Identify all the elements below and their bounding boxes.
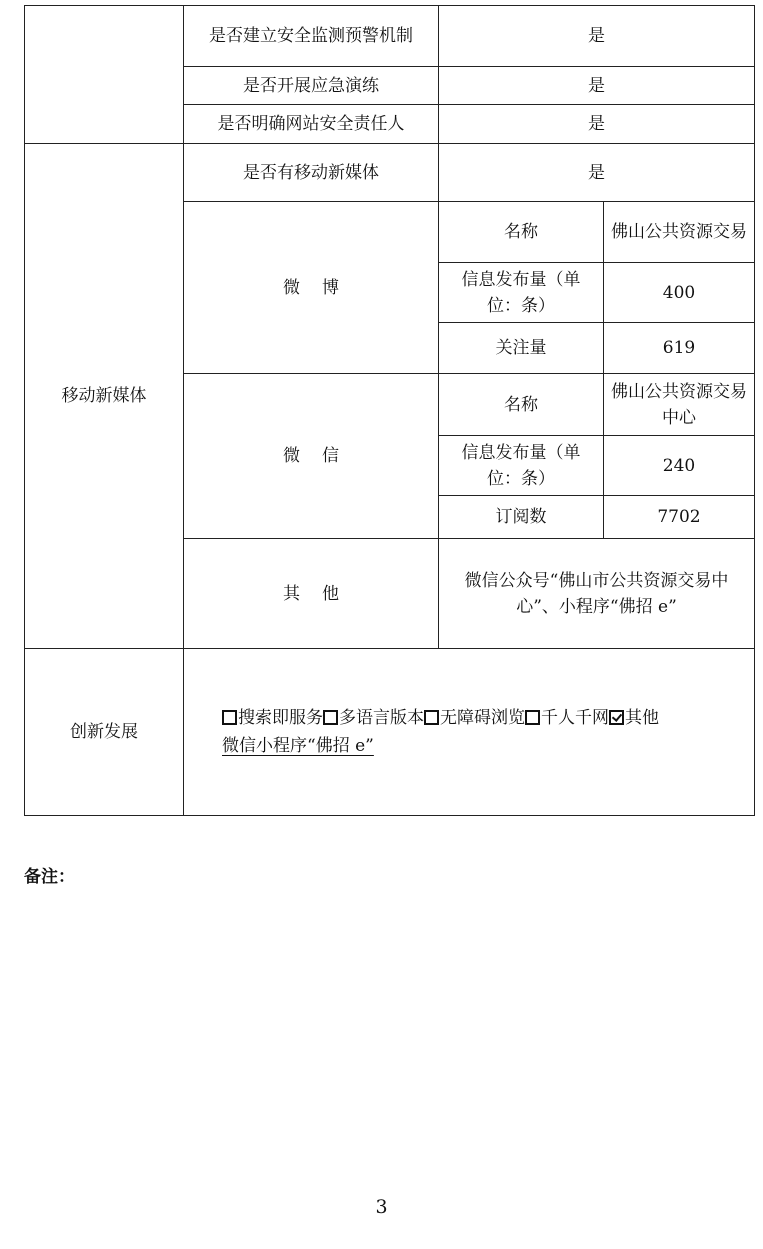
wechat-name-value: 佛山公共资源交易中心	[604, 374, 755, 436]
checkbox-other[interactable]	[609, 710, 624, 725]
checkbox-accessibility[interactable]	[424, 710, 439, 725]
weibo-posts-label: 信息发布量（单位：条）	[439, 263, 604, 323]
checkbox-personalized[interactable]	[525, 710, 540, 725]
innovation-other-text: 微信小程序“佛招 e”	[222, 736, 374, 756]
mobile-has-label: 是否有移动新媒体	[184, 144, 439, 202]
mobile-category: 移动新媒体	[25, 144, 184, 649]
innovation-category: 创新发展	[25, 649, 184, 816]
security-value: 是	[439, 105, 755, 144]
wechat-posts-value: 240	[604, 436, 755, 496]
weibo-follow-value: 619	[604, 323, 755, 374]
innovation-other-line	[222, 732, 752, 760]
security-value: 是	[439, 67, 755, 105]
checkbox-search-service[interactable]	[222, 710, 237, 725]
page-number: 3	[375, 1196, 388, 1218]
table-row	[25, 6, 755, 67]
security-label: 是否开展应急演练	[184, 67, 439, 105]
security-value: 是	[439, 6, 755, 67]
table-row	[25, 144, 755, 202]
checkbox-multilingual[interactable]	[323, 710, 338, 725]
note-label: 备注：	[24, 867, 75, 887]
weibo-follow-label: 关注量	[439, 323, 604, 374]
weibo-label: 微博	[184, 202, 439, 374]
wechat-sub-value: 7702	[604, 496, 755, 539]
security-label: 是否明确网站安全责任人	[184, 105, 439, 144]
other-value: 微信公众号“佛山市公共资源交易中心”、小程序“佛招 e”	[439, 539, 755, 649]
weibo-posts-value: 400	[604, 263, 755, 323]
weibo-name-label: 名称	[439, 202, 604, 263]
innovation-options-line	[222, 704, 752, 732]
option-label: 无障碍浏览	[440, 708, 525, 728]
wechat-name-label: 名称	[439, 374, 604, 436]
other-label: 其他	[184, 539, 439, 649]
table-row	[25, 649, 755, 816]
security-label: 是否建立安全监测预警机制	[184, 6, 439, 67]
report-table	[24, 5, 755, 816]
security-category-cell	[25, 6, 184, 144]
option-label: 其他	[625, 708, 659, 728]
weibo-name-value: 佛山公共资源交易	[604, 202, 755, 263]
innovation-options	[184, 649, 755, 816]
option-label: 搜索即服务	[238, 708, 323, 728]
wechat-posts-label: 信息发布量（单位：条）	[439, 436, 604, 496]
wechat-sub-label: 订阅数	[439, 496, 604, 539]
option-label: 多语言版本	[339, 708, 424, 728]
mobile-has-value: 是	[439, 144, 755, 202]
option-label: 千人千网	[541, 708, 609, 728]
wechat-label: 微信	[184, 374, 439, 539]
